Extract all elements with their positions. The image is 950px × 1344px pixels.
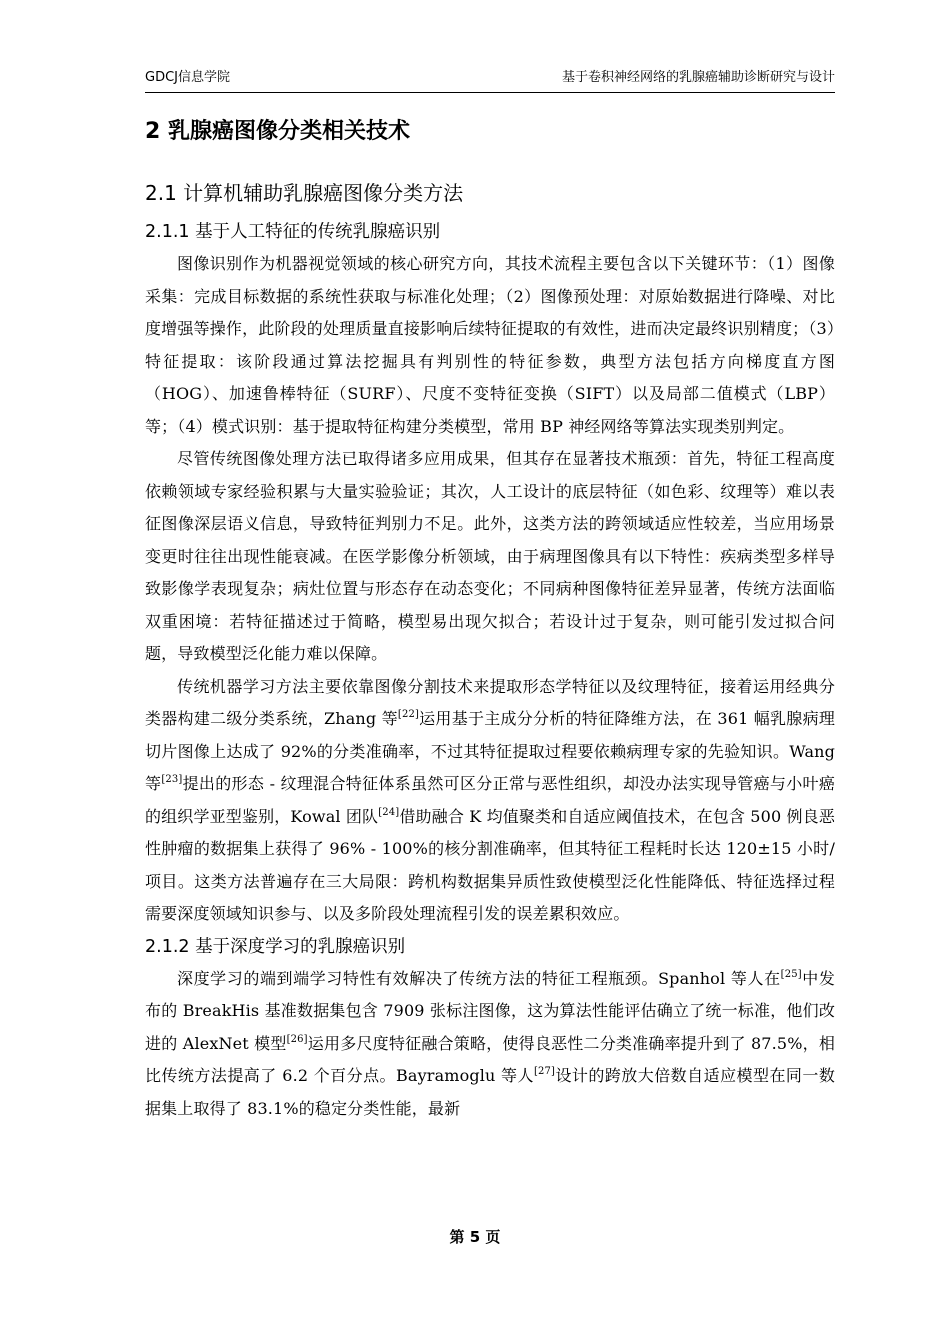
citation-27: [27]	[533, 1066, 556, 1077]
page-number: 第 5 页	[449, 1228, 501, 1246]
section-title: 2.1 计算机辅助乳腺癌图像分类方法	[145, 181, 464, 205]
citation-26: [26]	[286, 1033, 308, 1045]
citation-22: [22]	[397, 709, 420, 720]
subsection-title-deep-learning: 2.1.2 基于深度学习的乳腺癌识别	[145, 936, 406, 957]
page-header	[145, 66, 835, 86]
header-divider	[145, 92, 835, 93]
subsection-title-traditional: 2.1.1 基于人工特征的传统乳腺癌识别	[145, 222, 441, 242]
page-body	[145, 112, 835, 1125]
header-institution: GDCJ信息学院	[145, 70, 230, 85]
paragraph-1: 图像识别作为机器视觉领域的核心研究方向，其技术流程主要包含以下关键环节：（1）图像采集：完成目标数据的系统性获取与标准化处理；（2）图像预处理：对原始数据进行降噪、对比度增强等操作，此阶段的处理质量直接影响后续特征提取的有效性，进而决定最终识别精度；（3）特征提取：该阶段通过算法挖掘具有判别性的特征参数，典型方法包括方向梯度直方图（HOG）、加速鲁棒特征（SURF）、尺度不变特征变换（SIFT）以及局部二值模式（LBP）等；（4）模式识别：基于提取特征构建分类模型，常用 BP 神经网络等算法实现类别判定。	[145, 254, 835, 436]
chapter-title: 2 乳腺癌图像分类相关技术	[145, 119, 410, 144]
paragraph-4: 深度学习的端到端学习特性有效解决了传统方法的特征工程瓶颈。Spanhol 等人在[25]中发布的 BreakHis 基准数据集包含 7909 张标注图像，这为算法性能评估确立了统一标准，他们改进的 AlexNet 模型[26]运用多尺度特征融合策略，使得良恶性二分类准确率提升到了 87.5%，相比传统方法提高了 6.2 个百分点。Bayramoglu 等人[27]设计的跨放大倍数自适应模型在同一数据集上取得了 83.1%的稳定分类性能，最新	[145, 968, 835, 1118]
citation-25: [25]	[780, 968, 802, 980]
header-thesis-title: 基于卷积神经网络的乳腺癌辅助诊断研究与设计	[561, 70, 835, 85]
paragraph-3: 传统机器学习方法主要依靠图像分割技术来提取形态学特征以及纹理特征，接着运用经典分类器构建二级分类系统，Zhang 等[22]运用基于主成分分析的特征降维方法，在 361 幅乳腺病理切片图像上达成了 92%的分类准确率，不过其特征提取过程要依赖病理专家的先验知识。Wang 等[23]提出的形态 - 纹理混合特征体系虽然可区分正常与恶性组织，却没办法实现导管癌与小叶癌的组织学亚型鉴别，Kowal 团队[24]借助融合 K 均值聚类和自适应阈值技术，在包含 500 例良恶性肿瘤的数据集上获得了 96% - 100%的核分割准确率，但其特征工程耗时长达 120±15 小时/项目。这类方法普遍存在三大局限：跨机构数据集异质性致使模型泛化性能降低、特征选择过程需要深度领域知识参与、以及多阶段处理流程引发的误差累积效应。	[145, 676, 835, 923]
citation-24: [24]	[378, 806, 400, 818]
citation-23: [23]	[161, 774, 183, 785]
paragraph-2: 尽管传统图像处理方法已取得诸多应用成果，但其存在显著技术瓶颈：首先，特征工程高度依赖领域专家经验积累与大量实验验证；其次，人工设计的底层特征（如色彩、纹理等）难以表征图像深层语义信息，导致特征判别力不足。此外，这类方法的跨领域适应性较差，当应用场景变更时往往出现性能衰减。在医学影像分析领域，由于病理图像具有以下特性：疾病类型多样导致影像学表现复杂；病灶位置与形态存在动态变化；不同病种图像特征差异显著，传统方法面临双重困境：若特征描述过于简略，模型易出现欠拟合；若设计过于复杂，则可能引发过拟合问题，导致模型泛化能力难以保障。	[145, 449, 835, 663]
